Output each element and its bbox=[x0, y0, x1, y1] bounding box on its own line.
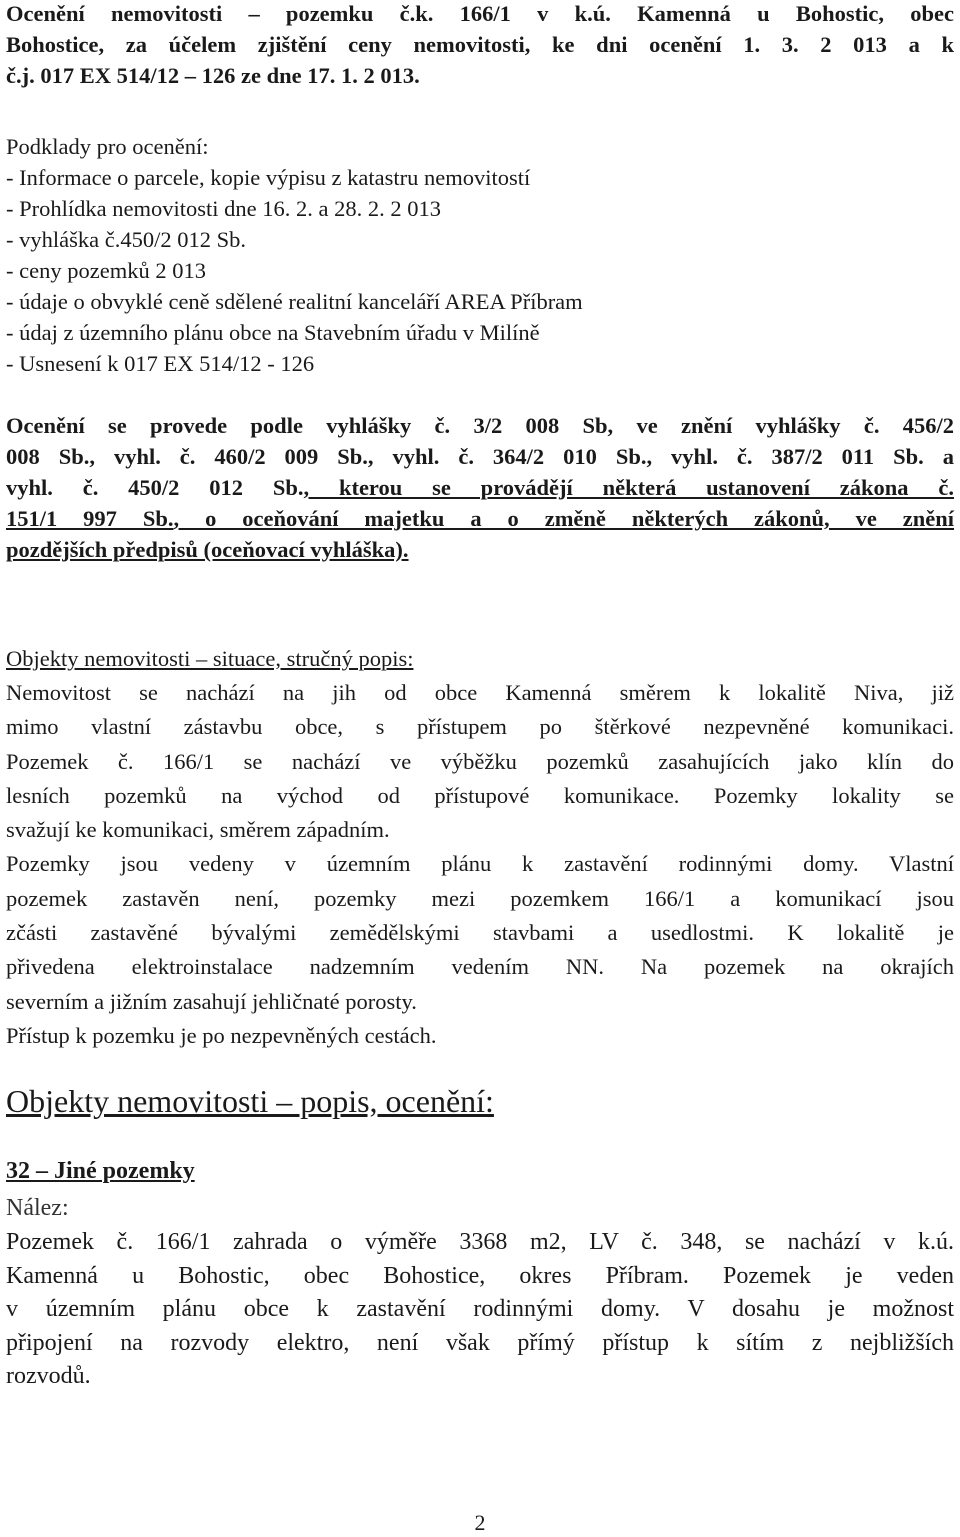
jine-line: připojení na rozvody elektro, není však přímý přístup k sítím z nejbližších bbox=[6, 1329, 954, 1356]
nalez-label: Nález: bbox=[6, 1195, 69, 1221]
podklady-item: - vyhláška č.450/2 012 Sb. bbox=[6, 227, 246, 252]
jine-heading-text: 32 – Jiné pozemky bbox=[6, 1158, 195, 1184]
title-line-3: č.j. 017 EX 514/12 – 126 ze dne 17. 1. 2 013. bbox=[6, 63, 420, 88]
situace-line: Pozemky jsou vedeny v územním plánu k zastavění rodinnými domy. Vlastní bbox=[6, 851, 954, 877]
oceneni-line-3 bbox=[6, 472, 954, 503]
situace-line: zčásti zastavěné bývalými zemědělskými stavbami a usedlostmi. K lokalitě je bbox=[6, 920, 954, 946]
situace-heading: Objekty nemovitosti – situace, stručný popis: bbox=[6, 646, 414, 671]
jine-heading bbox=[6, 1155, 954, 1188]
situace-line: Přístup k pozemku je po nezpevněných cestách. bbox=[6, 1022, 437, 1048]
situace-line: mimo vlastní zástavbu obce, s přístupem po štěrkové nezpevněné komunikaci. bbox=[6, 714, 954, 740]
podklady-item: - Informace o parcele, kopie výpisu z katastru nemovitostí bbox=[6, 165, 531, 190]
oceneni-line-4 bbox=[6, 503, 954, 534]
situace-line: svažují ke komunikaci, směrem západním. bbox=[6, 817, 390, 843]
oceneni-line-3-underlined: , kterou se provádějí některá ustanovení zákona č. bbox=[303, 475, 954, 500]
oceneni-line-4-rest: , o oceňování majetku a o změně některých zákonů, ve znění bbox=[173, 506, 955, 531]
situace-line: pozemek zastavěn není, pozemky mezi pozemkem 166/1 a komunikací jsou bbox=[6, 885, 954, 911]
oceneni-paragraph bbox=[6, 410, 954, 565]
situace-line: Pozemek č. 166/1 se nachází ve výběžku pozemků zasahujících jako klín do bbox=[6, 748, 954, 774]
podklady-item: - Usnesení k 017 EX 514/12 - 126 bbox=[6, 351, 315, 376]
oceneni-line-2: 008 Sb., vyhl. č. 460/2 009 Sb., vyhl. č. 364/2 010 Sb., vyhl. č. 387/2 011 Sb. a bbox=[6, 444, 954, 469]
podklady-section bbox=[6, 131, 954, 379]
situace-line: severním a jižním zasahují jehličnaté porosty. bbox=[6, 988, 417, 1014]
situace-line: přivedena elektroinstalace nadzemním vedením NN. Na pozemek na okrajích bbox=[6, 954, 954, 980]
jine-line: rozvodů. bbox=[6, 1363, 91, 1389]
jine-line: v územním plánu obce k zastavění rodinnými domy. V dosahu je možnost bbox=[6, 1296, 954, 1322]
situace-line: lesních pozemků na východ od přístupové komunikace. Pozemky lokality se bbox=[6, 782, 954, 808]
title-line-2: Bohostice, za účelem zjištění ceny nemovitosti, ke dni ocenění 1. 3. 2 013 a k bbox=[6, 32, 954, 57]
podklady-item: - ceny pozemků 2 013 bbox=[6, 258, 206, 283]
jine-text bbox=[6, 1226, 954, 1394]
podklady-item: - údaj z územního plánu obce na Stavebním úřadu v Milíně bbox=[6, 320, 540, 345]
popis-heading: Objekty nemovitosti – popis, ocenění: bbox=[6, 1083, 494, 1119]
jine-line: Pozemek č. 166/1 zahrada o výměře 3368 m2, LV č. 348, se nachází v k.ú. bbox=[6, 1229, 954, 1255]
podklady-item: - údaje o obvyklé ceně sdělené realitní kanceláří AREA Příbram bbox=[6, 289, 583, 314]
oceneni-line-4-law: 151/1 997 Sb. bbox=[6, 506, 174, 531]
oceneni-line-1: Ocenění se provede podle vyhlášky č. 3/2 008 Sb, ve znění vyhlášky č. 456/2 bbox=[6, 413, 954, 438]
situace-section bbox=[6, 643, 954, 674]
jine-line: Kamenná u Bohostic, obec Bohostice, okres Příbram. Pozemek je veden bbox=[6, 1262, 954, 1289]
oceneni-line-3-plain: vyhl. č. 450/2 012 Sb. bbox=[6, 475, 304, 500]
title-line-1: Ocenění nemovitosti – pozemku č.k. 166/1 v k.ú. Kamenná u Bohostic, obec bbox=[6, 1, 954, 26]
situace-text bbox=[6, 676, 954, 1053]
document-title bbox=[6, 0, 954, 91]
situace-line: Nemovitost se nachází na jih od obce Kamenná směrem k lokalitě Niva, již bbox=[6, 680, 954, 705]
page-number: 2 bbox=[474, 1510, 486, 1535]
oceneni-line-5: pozdějších předpisů (oceňovací vyhláška). bbox=[6, 537, 409, 562]
podklady-heading: Podklady pro ocenění: bbox=[6, 134, 209, 159]
podklady-item: - Prohlídka nemovitosti dne 16. 2. a 28. 2. 2 013 bbox=[6, 196, 441, 221]
